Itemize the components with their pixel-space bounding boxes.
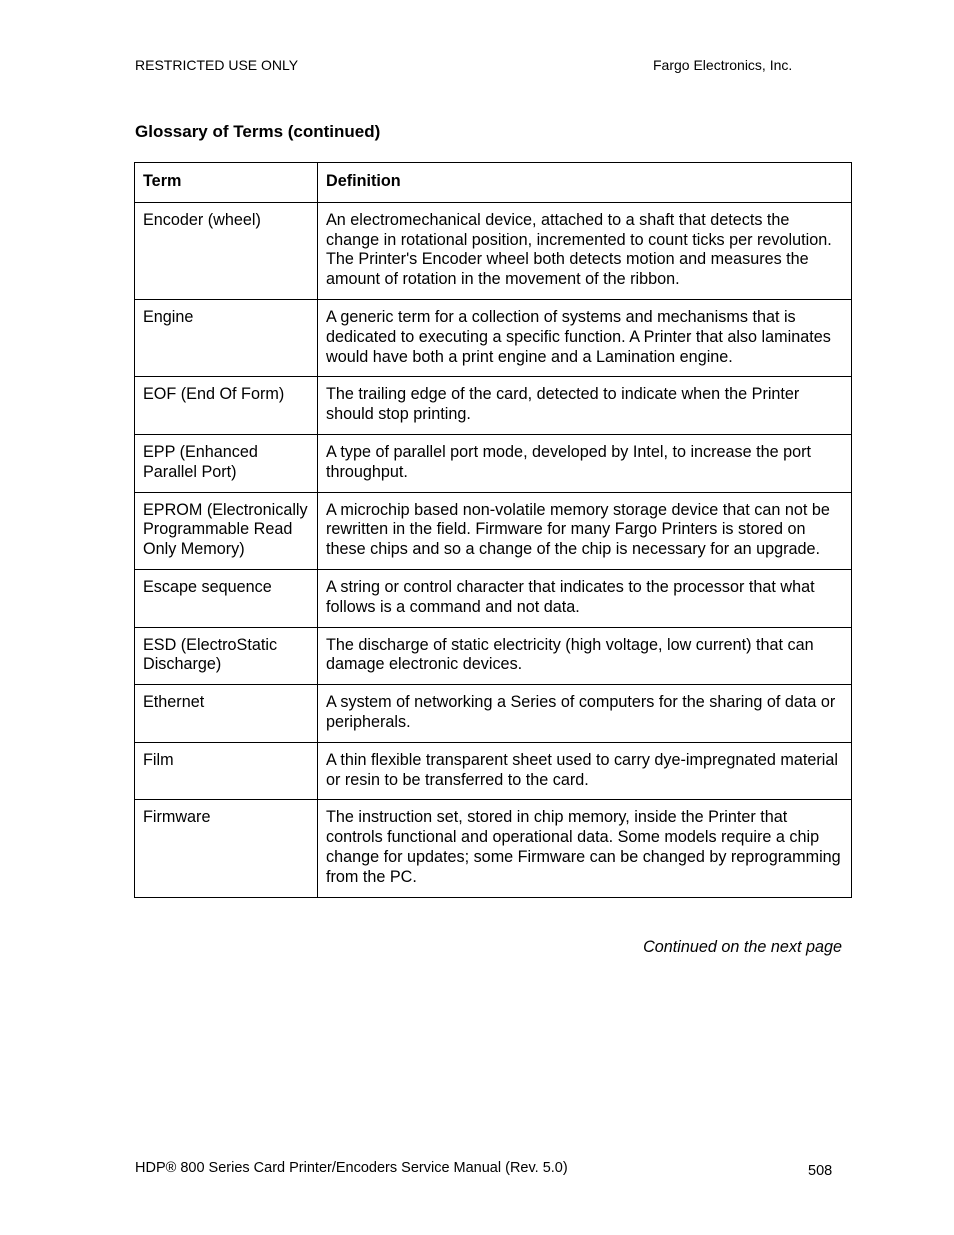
table-row — [135, 685, 852, 743]
definition-cell: The instruction set, stored in chip memory, inside the Printer that controls functional and operational data. Some models require a chip change for updates; some Firmware can be changed by reprogramming from the PC. — [318, 800, 852, 897]
term-cell: Firmware — [135, 800, 318, 897]
definition-cell: A string or control character that indicates to the processor that what follows is a command and not data. — [318, 569, 852, 627]
table-row — [135, 377, 852, 435]
table-row — [135, 492, 852, 569]
column-header-term: Term — [135, 163, 318, 203]
definition-cell: An electromechanical device, attached to a shaft that detects the change in rotational position, incremented to count ticks per revolution. The Printer's Encoder wheel both detects motion and measures the amount of rotation in the movement of the ribbon. — [318, 202, 852, 299]
term-cell: Film — [135, 742, 318, 800]
table-row — [135, 299, 852, 376]
table-row — [135, 800, 852, 897]
header-left: RESTRICTED USE ONLY — [135, 57, 299, 73]
glossary-table — [134, 162, 852, 898]
definition-cell: A generic term for a collection of systems and mechanisms that is dedicated to executing a specific function. A Printer that also laminates would have both a print engine and a Lamination engine. — [318, 299, 852, 376]
definition-cell: A system of networking a Series of computers for the sharing of data or peripherals. — [318, 685, 852, 743]
column-header-definition: Definition — [318, 163, 852, 203]
table-row — [135, 627, 852, 685]
header-right: Fargo Electronics, Inc. — [653, 57, 793, 73]
continued-note: Continued on the next page — [643, 938, 842, 956]
term-cell: Escape sequence — [135, 569, 318, 627]
definition-cell: A microchip based non-volatile memory storage device that can not be rewritten in the field. Firmware for many Fargo Printers is stored on these chips and so a change of the chip is necessary for an upgrade. — [318, 492, 852, 569]
table-row — [135, 742, 852, 800]
term-cell: Ethernet — [135, 685, 318, 743]
term-cell: EPROM (Electronically Programmable Read Only Memory) — [135, 492, 318, 569]
table-row — [135, 569, 852, 627]
table-header-row — [135, 163, 852, 203]
footer-manual-title: HDP® 800 Series Card Printer/Encoders Service Manual (Rev. 5.0) — [135, 1160, 568, 1176]
page-number: 508 — [808, 1163, 833, 1179]
term-cell: Engine — [135, 299, 318, 376]
term-cell: EOF (End Of Form) — [135, 377, 318, 435]
table-row — [135, 202, 852, 299]
term-cell: EPP (Enhanced Parallel Port) — [135, 434, 318, 492]
definition-cell: A thin flexible transparent sheet used to carry dye-impregnated material or resin to be transferred to the card. — [318, 742, 852, 800]
page-title: Glossary of Terms (continued) — [135, 122, 381, 141]
term-cell: ESD (ElectroStatic Discharge) — [135, 627, 318, 685]
definition-cell: The trailing edge of the card, detected to indicate when the Printer should stop printing. — [318, 377, 852, 435]
table-row — [135, 434, 852, 492]
definition-cell: The discharge of static electricity (high voltage, low current) that can damage electronic devices. — [318, 627, 852, 685]
term-cell: Encoder (wheel) — [135, 202, 318, 299]
definition-cell: A type of parallel port mode, developed by Intel, to increase the port throughput. — [318, 434, 852, 492]
